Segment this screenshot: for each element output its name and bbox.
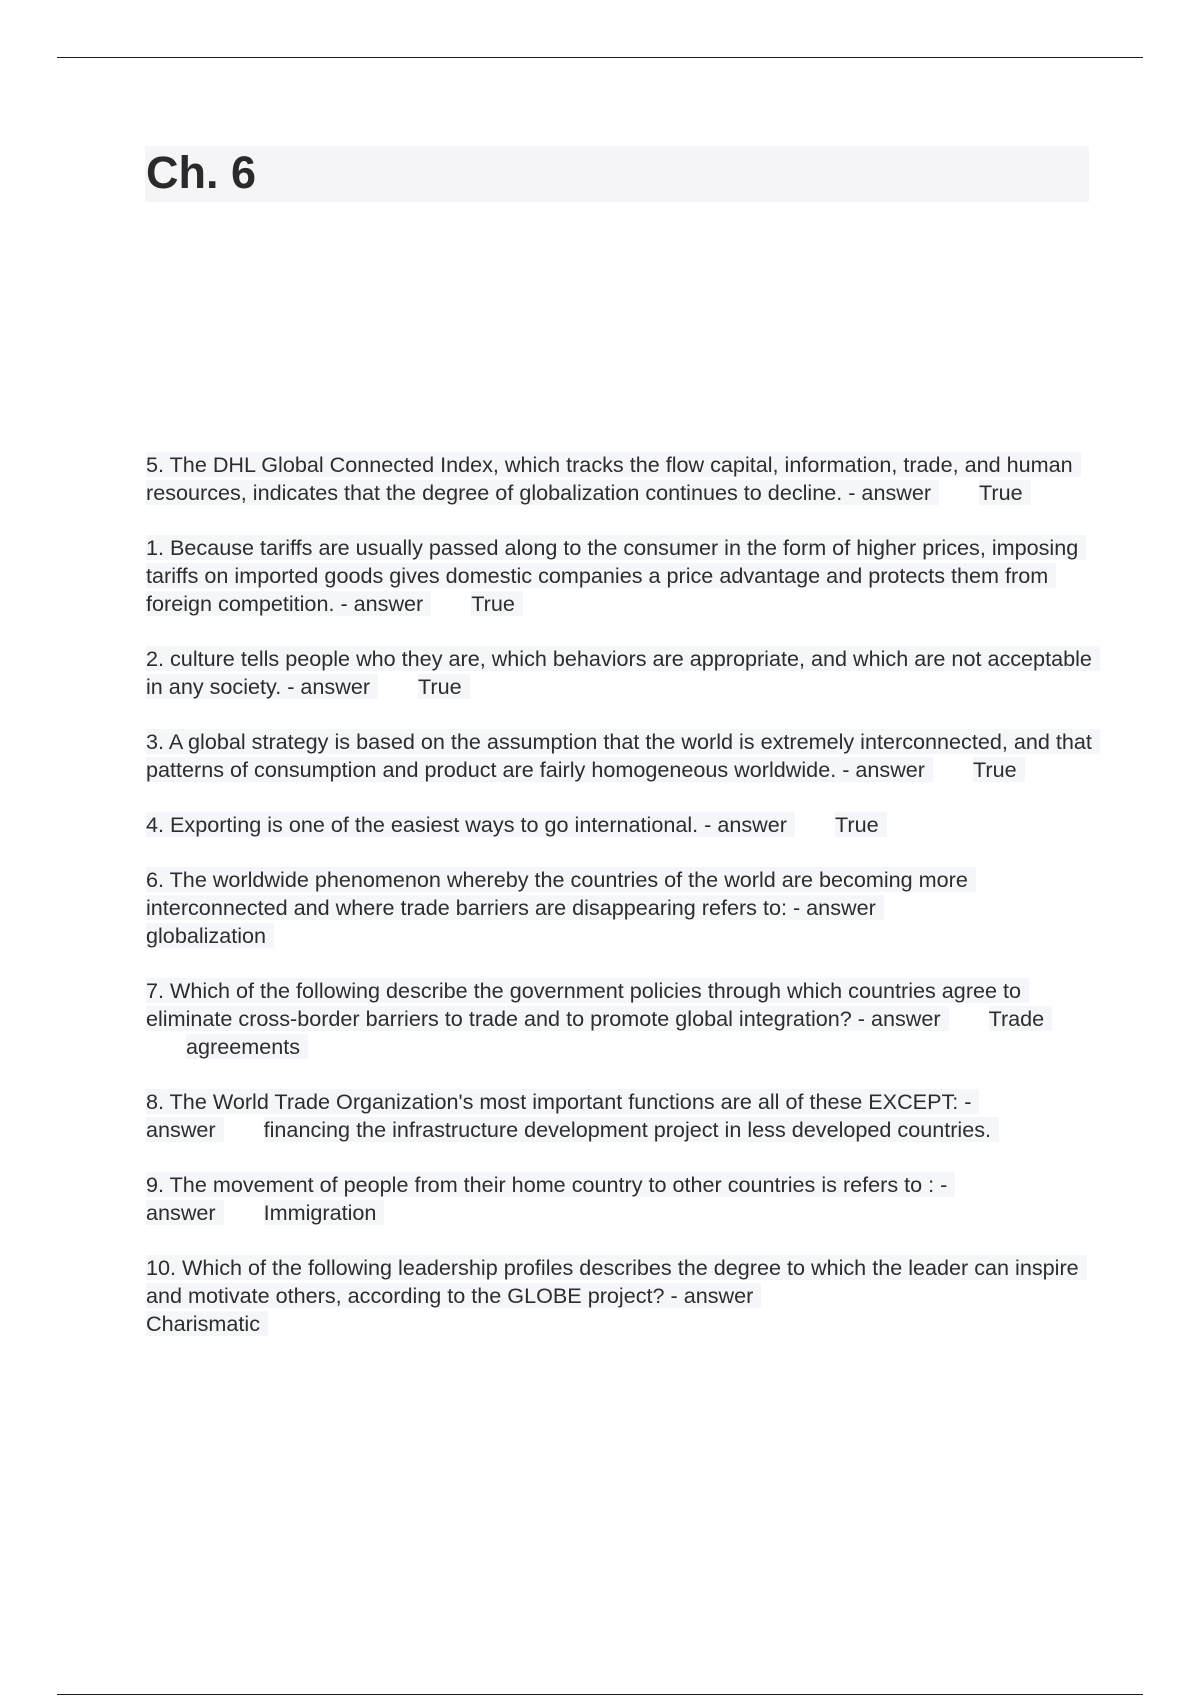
answer-text: globalization xyxy=(146,923,274,948)
answer-text: Trade agreements xyxy=(186,1006,1052,1059)
bottom-rule xyxy=(57,1694,1143,1695)
qa-item xyxy=(146,645,1096,701)
qa-item xyxy=(146,451,1096,507)
qa-item xyxy=(146,1254,1096,1338)
qa-item xyxy=(146,728,1096,784)
answer-text: True xyxy=(973,757,1025,782)
answer-text: True xyxy=(471,591,523,616)
question-text: 6. The worldwide phenomenon whereby the countries of the world are becoming more interconnected and where trade barriers are disappearing refers to: - answer xyxy=(146,867,976,920)
question-text: 5. The DHL Global Connected Index, which tracks the flow capital, information, trade, and human resources, indicates that the degree of globalization continues to decline. - answer xyxy=(146,452,1081,505)
question-text: 2. culture tells people who they are, which behaviors are appropriate, and which are not acceptable in any society. - answer xyxy=(146,646,1100,699)
question-text: 1. Because tariffs are usually passed along to the consumer in the form of higher prices, imposing tariffs on imported goods gives domestic companies a price advantage and protects them from foreign competition. - answer xyxy=(146,535,1086,616)
question-text: 3. A global strategy is based on the assumption that the world is extremely interconnected, and that patterns of consumption and product are fairly homogeneous worldwide. - answer xyxy=(146,729,1100,782)
title-band xyxy=(145,146,1089,202)
qa-item xyxy=(146,1171,1096,1227)
answer-text: Immigration xyxy=(264,1200,385,1225)
qa-item xyxy=(146,534,1096,618)
question-text: 9. The movement of people from their home country to other countries is refers to : - answer xyxy=(146,1172,955,1225)
qa-item xyxy=(146,977,1096,1061)
question-text: 4. Exporting is one of the easiest ways to go international. - answer xyxy=(146,812,795,837)
answer-text: financing the infrastructure development project in less developed countries. xyxy=(264,1117,999,1142)
top-rule xyxy=(57,57,1143,58)
answer-text: True xyxy=(835,812,887,837)
page-title: Ch. 6 xyxy=(146,147,257,198)
answer-text: True xyxy=(979,480,1031,505)
question-text: 10. Which of the following leadership profiles describes the degree to which the leader can inspire and motivate others, according to the GLOBE project? - answer xyxy=(146,1255,1087,1308)
answer-text: True xyxy=(418,674,470,699)
question-text: 8. The World Trade Organization's most important functions are all of these EXCEPT: - answer xyxy=(146,1089,979,1142)
qa-item xyxy=(146,1088,1096,1144)
qa-item xyxy=(146,866,1096,950)
qa-item xyxy=(146,811,1096,839)
answer-text: Charismatic xyxy=(146,1311,268,1336)
question-text: 7. Which of the following describe the government policies through which countries agree to eliminate cross-border barriers to trade and to promote global integration? - answer xyxy=(146,978,1029,1031)
qa-list xyxy=(146,451,1096,1365)
